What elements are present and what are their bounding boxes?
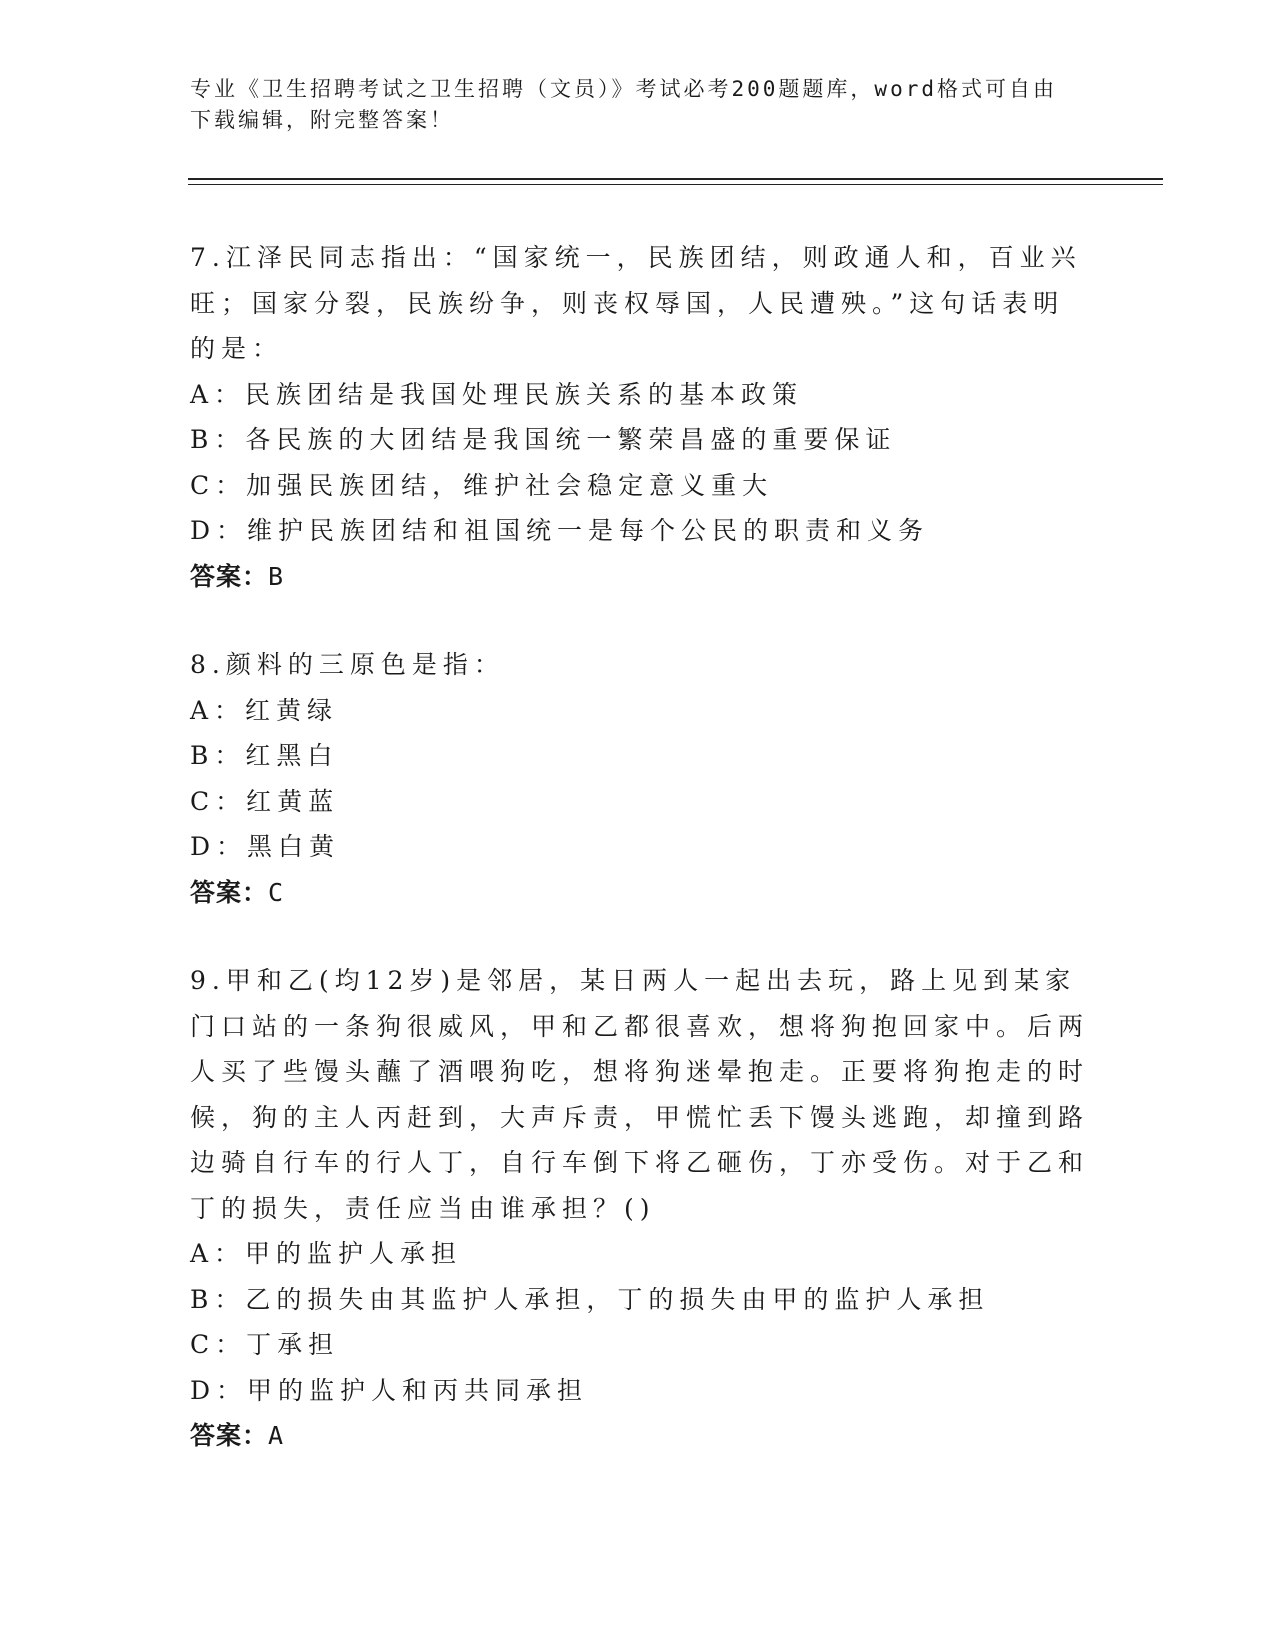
option-c: C：丁承担	[190, 1330, 340, 1359]
question-list	[190, 235, 1090, 1502]
answer-value: B	[268, 561, 285, 591]
answer-label: 答案：	[190, 561, 269, 591]
question-7	[190, 235, 1090, 599]
question-stem: 9.甲和乙(均12岁)是邻居，某日两人一起出去玩，路上见到某家门口站的一条狗很威风，甲和乙都很喜欢，想将狗抱回家中。后两人买了些馒头蘸了酒喂狗吃，想将狗迷晕抱走。正要将狗抱走的时候，狗的主人丙赶到，大声斥责，甲慌忙丢下馒头逃跑，却撞到路边骑自行车的行人丁，自行车倒下将乙砸伤，丁亦受伤。对于乙和丁的损失，责任应当由谁承担？()	[190, 966, 1090, 1223]
document-header: 专业《卫生招聘考试之卫生招聘（文员）》考试必考200题题库，word格式可自由下载编辑，附完整答案！	[190, 77, 1057, 132]
question-9	[190, 958, 1090, 1459]
option-d: D：甲的监护人和丙共同承担	[190, 1375, 589, 1405]
option-a: A：民族团结是我国处理民族关系的基本政策	[190, 379, 804, 409]
option-a: A：红黄绿	[190, 695, 339, 725]
option-c: C：加强民族团结，维护社会稳定意义重大	[190, 470, 774, 500]
option-c: C：红黄蓝	[190, 786, 340, 816]
option-b: B：红黑白	[190, 741, 339, 770]
answer-value: A	[268, 1421, 285, 1450]
option-b: B：乙的损失由其监护人承担，丁的损失由甲的监护人承担	[190, 1284, 990, 1314]
question-stem: 8.颜料的三原色是指：	[190, 650, 505, 679]
answer-line	[190, 870, 1090, 916]
question-8	[190, 642, 1090, 915]
answer-line	[190, 1413, 1090, 1459]
header-divider-thick	[188, 178, 1163, 180]
answer-value: C	[268, 877, 285, 907]
question-stem: 7.江泽民同志指出：“国家统一，民族团结，则政通人和，百业兴旺；国家分裂，民族纷争，则丧权辱国，人民遭殃。”这句话表明的是：	[190, 243, 1082, 363]
option-b: B：各民族的大团结是我国统一繁荣昌盛的重要保证	[190, 425, 897, 454]
answer-label: 答案：	[190, 877, 269, 907]
option-d: D：黑白黄	[190, 832, 341, 861]
answer-line	[190, 554, 1090, 600]
header-divider-thin	[188, 184, 1163, 185]
answer-label: 答案：	[190, 1421, 269, 1450]
option-d: D：维护民族团结和祖国统一是每个公民的职责和义务	[190, 516, 930, 545]
option-a: A：甲的监护人承担	[190, 1239, 463, 1268]
